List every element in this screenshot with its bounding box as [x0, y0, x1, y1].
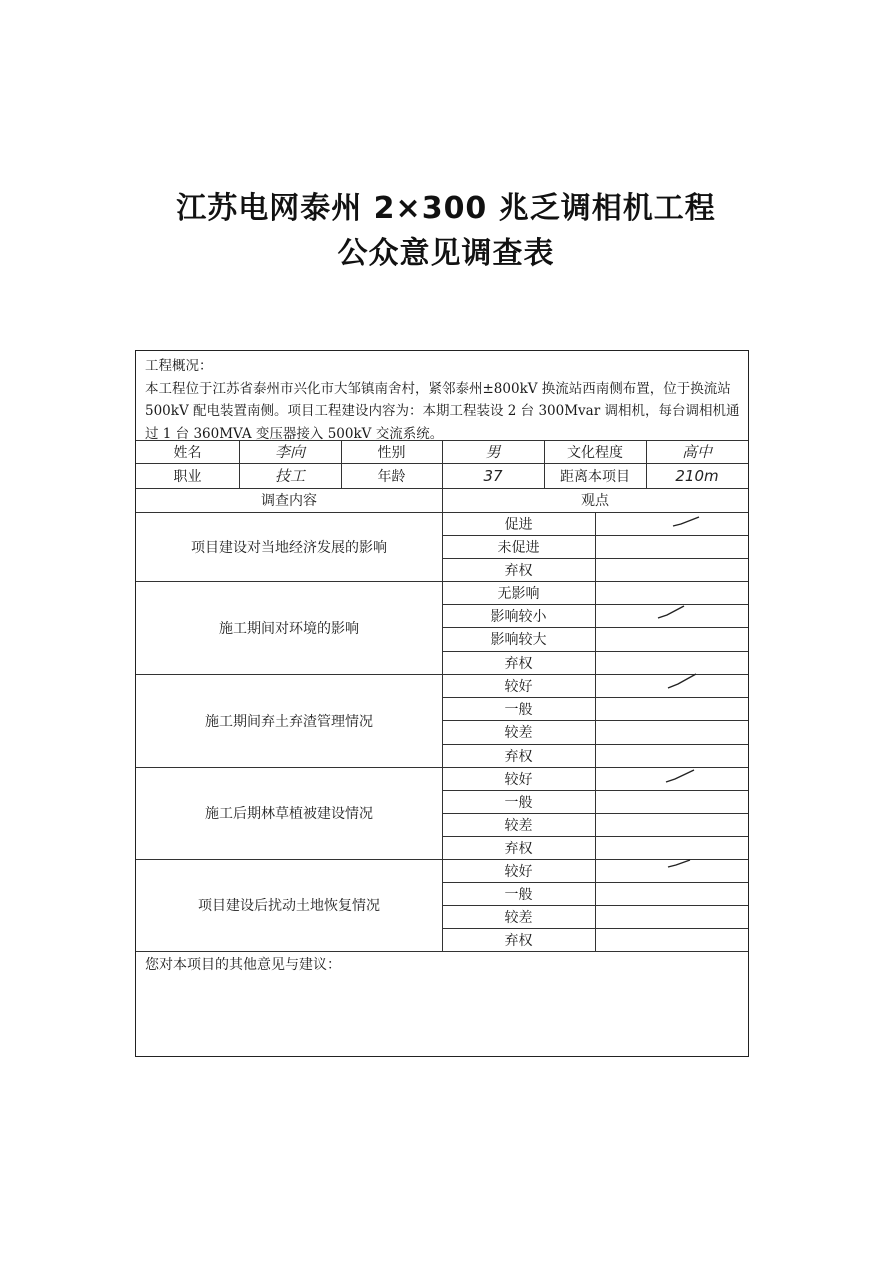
gender-value: 男 [485, 443, 501, 461]
option-label: 较差 [504, 817, 533, 834]
option-label: 影响较小 [490, 608, 547, 625]
option-label: 促进 [504, 516, 533, 533]
age-label: 年龄 [377, 468, 406, 485]
option-label: 未促进 [497, 539, 540, 556]
question-label: 施工期间弃土弃渣管理情况 [205, 713, 373, 730]
option-label: 较好 [504, 863, 533, 880]
option-label: 弃权 [504, 932, 533, 949]
checkmark-icon [656, 604, 686, 622]
age-value: 37 [483, 466, 503, 485]
checkmark-icon [671, 515, 701, 529]
name-label: 姓名 [173, 444, 202, 461]
question-label: 施工期间对环境的影响 [219, 620, 359, 637]
checkmark-icon [666, 858, 692, 870]
gender-label: 性别 [377, 444, 406, 461]
overview-text: 本工程位于江苏省泰州市兴化市大邹镇南舍村，紧邻泰州±800kV 换流站西南侧布置，位于换流站 500kV 配电装置南侧。项目工程建设内容为：本期工程装设 2 台 300Mvar 调相机，每台调相机通过 1 台 360MVA 变压器接入 500kV 交流系统。 [145, 380, 740, 442]
option-label: 较差 [504, 909, 533, 926]
checkmark-icon [666, 672, 698, 692]
option-label: 一般 [504, 794, 533, 811]
option-label: 较好 [504, 771, 533, 788]
project-overview [145, 355, 745, 445]
option-label: 影响较大 [490, 632, 547, 648]
question-label: 施工后期林草植被建设情况 [205, 806, 373, 822]
question-label: 项目建设后扰动土地恢复情况 [198, 898, 380, 914]
option-label: 较差 [504, 725, 533, 741]
option-label: 一般 [504, 886, 533, 903]
document-title: 江苏电网泰州 2×300 兆乏调相机工程 [176, 191, 716, 226]
overview-label: 工程概况： [145, 358, 213, 374]
option-label: 弃权 [504, 655, 533, 672]
option-label: 一般 [504, 701, 533, 718]
education-label: 文化程度 [567, 444, 623, 461]
option-label: 弃权 [504, 562, 533, 579]
remarks-label: 您对本项目的其他意见与建议： [145, 957, 341, 973]
survey-form [135, 350, 749, 1057]
name-value: 李向 [274, 443, 305, 461]
education-value: 高中 [681, 443, 712, 461]
option-label: 较好 [504, 678, 533, 695]
option-label: 弃权 [504, 748, 533, 765]
distance-value: 210m [675, 466, 719, 485]
checkmark-icon [664, 768, 696, 786]
distance-label: 距离本项目 [560, 468, 630, 485]
question-label: 项目建设对当地经济发展的影响 [191, 539, 387, 556]
job-label: 职业 [173, 468, 202, 485]
opinion-header: 观点 [581, 493, 609, 509]
option-label: 无影响 [497, 585, 540, 602]
divider [136, 951, 748, 952]
divider [595, 512, 596, 951]
content-header: 调查内容 [261, 493, 317, 509]
document-subtitle: 公众意见调查表 [337, 236, 555, 271]
option-label: 弃权 [504, 840, 533, 857]
job-value: 技工 [274, 467, 305, 485]
